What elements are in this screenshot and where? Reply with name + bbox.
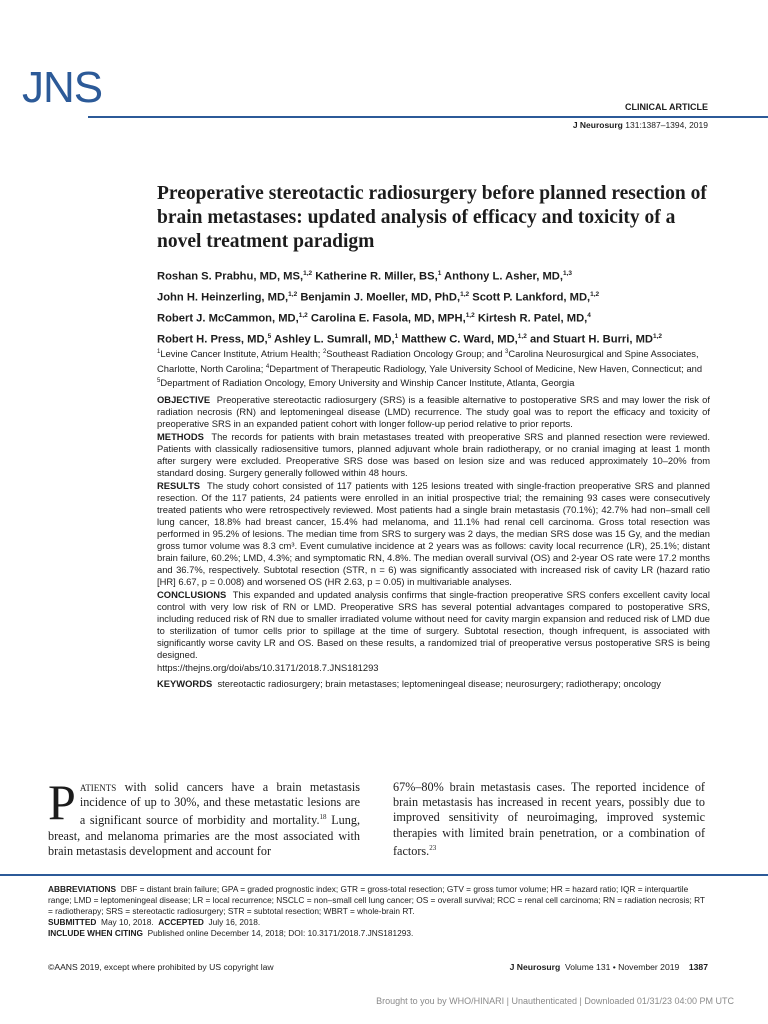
affiliation-2: Southeast Radiation Oncology Group; and xyxy=(326,348,506,360)
author-name: Ashley L. Sumrall, MD, xyxy=(274,333,395,346)
citation-note xyxy=(48,928,710,939)
reference-marker[interactable]: 18 xyxy=(319,813,327,822)
cite-text: Published online December 14, 2018; DOI: 10.3171/2018.7.JNS181293. xyxy=(147,928,414,938)
first-word: atients xyxy=(79,780,117,794)
abbreviations-heading: ABBREVIATIONS xyxy=(48,884,117,894)
body-column-left xyxy=(48,774,361,859)
author-affiliation-sup: 1 xyxy=(437,270,442,277)
footnotes xyxy=(48,884,710,939)
page-footer xyxy=(510,962,708,972)
objective-text: Preoperative stereotactic radiosurgery (SRS) is a feasible alternative to postoperative SRS and may lower the risk of radiation necrosis (RN) and leptomeningeal disease (LMD) recurrence. The study goal was to report the efficacy and toxicity of preoperative SRS in an expanded patient cohort with longer follow-up period relative to prior reports. xyxy=(157,394,710,429)
affiliation-sup: 2 xyxy=(322,349,327,355)
author-name: Roshan S. Prabhu, MD, MS, xyxy=(157,270,304,283)
author-list xyxy=(157,265,727,349)
conclusions-text: This expanded and updated analysis confirms that single-fraction preoperative SRS confers excellent cavity local control with very low risk of RN or LMD. Preoperative SRS has several potential advantages compared to postoperative SRS, including reduced risk of RN due to smaller irradiated volume without need for cavity margin expansion and reduced risk of LMD due to sterilization of tumor cells prior to spillage at the time of surgery. Subtotal resection, though infrequent, is associated with significantly worse cavity LR and OS. Based on these results, a randomized trial of preoperative versus postoperative SRS is being designed. xyxy=(157,589,710,660)
abbreviations xyxy=(48,884,710,917)
download-note: Brought to you by WHO/HINARI | Unauthenticated | Downloaded 01/31/23 04:00 PM UTC xyxy=(376,996,734,1006)
author-name: Benjamin J. Moeller, MD, PhD, xyxy=(300,291,461,304)
citation-detail: 131:1387–1394, 2019 xyxy=(625,120,708,130)
author-name: Katherine R. Miller, BS, xyxy=(315,270,438,283)
affiliation-sup: 4 xyxy=(265,363,270,370)
submitted-heading: SUBMITTED xyxy=(48,917,97,927)
abstract-conclusions xyxy=(157,589,710,660)
keywords xyxy=(157,678,710,690)
header-rule xyxy=(88,116,768,118)
abstract-methods xyxy=(157,431,710,479)
author-name: Carolina E. Fasola, MD, MPH, xyxy=(310,312,466,325)
author-name: Kirtesh R. Patel, MD, xyxy=(477,312,588,325)
keywords-text: stereotactic radiosurgery; brain metastases; leptomeningeal disease; neurosurgery; radiotherapy; oncology xyxy=(217,678,661,690)
drop-cap: P xyxy=(48,774,76,830)
footer-journal: J Neurosurg xyxy=(509,962,561,972)
author-affiliation-sup: 1,2 xyxy=(288,290,298,298)
abbreviations-text: DBF = distant brain failure; GPA = graded prognostic index; GTR = gross-total resection; GTV = gross tumor volume; HR = hazard ratio; IQR = interquartile range; LMD = leptomeningeal disease; LR = local recurrence; NSCLC = non–small cell lung cancer; OS = overall survival; RCC = renal cell carcinoma; RN = radiation necrosis; RT = radiotherapy; SRS = stereotactic radiosurgery; STR = subtotal resection; WBRT = whole-brain RT. xyxy=(48,884,705,916)
author-affiliation-sup: 1,2 xyxy=(460,290,470,298)
accepted-heading: ACCEPTED xyxy=(158,917,204,927)
affiliation-5: Department of Radiation Oncology, Emory University and Winship Cancer Institute, Atlanta, Georgia xyxy=(160,377,575,389)
article-type-label: CLINICAL ARTICLE xyxy=(625,102,708,112)
affiliation-sup: 3 xyxy=(505,349,509,355)
author-affiliation-sup: 1,2 xyxy=(517,332,527,340)
body-column-right xyxy=(393,780,705,859)
page-number: 1387 xyxy=(688,962,708,972)
journal-citation xyxy=(573,120,708,130)
doi-link[interactable]: https://thejns.org/doi/abs/10.3171/2018.7.JNS181293 xyxy=(157,662,379,674)
cite-heading: INCLUDE WHEN CITING xyxy=(48,928,143,938)
keywords-heading: KEYWORDS xyxy=(157,678,213,690)
footer-volume: Volume 131 • November 2019 xyxy=(564,962,680,972)
author-affiliation-sup: 1,2 xyxy=(303,270,313,277)
results-heading: RESULTS xyxy=(157,480,201,492)
author-name: John H. Heinzerling, MD, xyxy=(157,291,289,304)
abstract-objective xyxy=(157,394,710,430)
affiliation-1: Levine Cancer Institute, Atrium Health; xyxy=(160,348,323,360)
reference-marker[interactable]: 23 xyxy=(429,843,437,852)
author-name: Robert H. Press, MD, xyxy=(157,333,268,346)
citation-journal: J Neurosurg xyxy=(572,120,623,130)
accepted-date: July 16, 2018. xyxy=(208,917,261,927)
author-affiliation-sup: 1,2 xyxy=(590,290,600,298)
author-affiliation-sup: 1,2 xyxy=(653,332,663,340)
objective-heading: OBJECTIVE xyxy=(157,394,211,405)
methods-heading: METHODS xyxy=(157,431,204,443)
conclusions-heading: CONCLUSIONS xyxy=(157,589,227,600)
author-name: Matthew C. Ward, MD, xyxy=(401,333,518,346)
author-name: Scott P. Lankford, MD, xyxy=(472,291,591,304)
abstract-results xyxy=(157,480,710,587)
author-name: Robert J. McCammon, MD, xyxy=(157,312,299,325)
journal-logo: JNS xyxy=(22,63,103,112)
affiliation-4: Department of Therapeutic Radiology, Yale University School of Medicine, New Haven, Connecticut; and xyxy=(269,362,703,374)
affiliation-sup: 5 xyxy=(157,378,161,385)
author-affiliation-sup: 1 xyxy=(394,332,399,340)
author-affiliation-sup: 5 xyxy=(267,332,272,340)
author-affiliation-sup: 1,3 xyxy=(562,270,573,277)
body-text: 67%–80% brain metastasis cases. The reported incidence of brain metastasis has increased in recent years, possibly due to improved sensitivity of neuroimaging, improved systemic therapies with limited brain penetration, or a combination of factors. xyxy=(393,780,705,858)
results-text: The study cohort consisted of 117 patients with 125 lesions treated with single-fraction preoperative SRS and planned resection. Of the 117 patients, 24 patients were enrolled in an initial prospective trial; the remaining 93 cases were consecutively treated patients who were retrospectively reviewed. Most patients had a single brain metastasis (70.1%); 42.7% had non–small cell lung cancer, 18.8% had breast cancer, 15.4% had melanoma, and 11.1% had renal cell carcinoma. Gross total resection was performed in 95.2% of lesions. The median time from SRS to surgery was 2 days, the median SRS dose was 15 Gy, and the median gross tumor volume was 8.3 cm³. Event cumulative incidence at 2 years was as follows: cavity local recurrence (LR), 25.1%; distant brain failure, 60.2%; LMD, 4.3%; and symptomatic RN, 4.8%. The median overall survival (OS) and 2-year OS rate were 17.2 months and 36.7%, respectively. Subtotal resection (STR, n = 6) was significantly associated with increased risk of cavity LR (hazard ratio [HR] 6.67, p = 0.008) and worsened OS (HR 2.63, p = 0.05) in multivariable analyses. xyxy=(157,480,710,587)
submitted-date: May 10, 2018. xyxy=(101,917,154,927)
methods-text: The records for patients with brain metastases treated with preoperative SRS and planned resection were reviewed. Patients with classically radiosensitive tumors, planned adjuvant whole brain radiotherapy, or no cranial imaging at least 1 month after surgery were excluded. Preoperative SRS dose was based on lesion size and was reduced approximately 10–20% from standard dosing. Surgery generally followed within 48 hours. xyxy=(157,431,710,478)
article-title: Preoperative stereotactic radiosurgery before planned resection of brain metastases: updated analysis of efficacy and toxicity of a novel treatment paradigm xyxy=(157,183,707,252)
footnote-rule xyxy=(0,874,768,876)
copyright-notice: ©AANS 2019, except where prohibited by US copyright law xyxy=(48,962,274,972)
author-affiliation-sup: 1,2 xyxy=(298,311,308,319)
abstract xyxy=(157,394,710,690)
body-text: with solid cancers have a brain metastasis incidence of up to 30%, and these metastatic lesions are a significant source of morbidity and mortality. xyxy=(79,780,360,828)
submission-dates xyxy=(48,917,710,928)
author-name: Anthony L. Asher, MD, xyxy=(444,270,563,283)
author-name: and Stuart H. Burri, MD xyxy=(529,333,654,346)
author-affiliation-sup: 4 xyxy=(587,311,591,319)
author-affiliation-sup: 1,2 xyxy=(465,311,475,319)
affiliation-sup: 1 xyxy=(157,349,161,355)
affiliations xyxy=(157,346,727,390)
body-text: Lung, breast, and melanoma primaries are the most associated with brain metastasis development and account for xyxy=(48,813,361,858)
affiliation-3: Carolina Neurosurgical and Spine Associates, Charlotte, North Carolina; xyxy=(157,348,699,374)
